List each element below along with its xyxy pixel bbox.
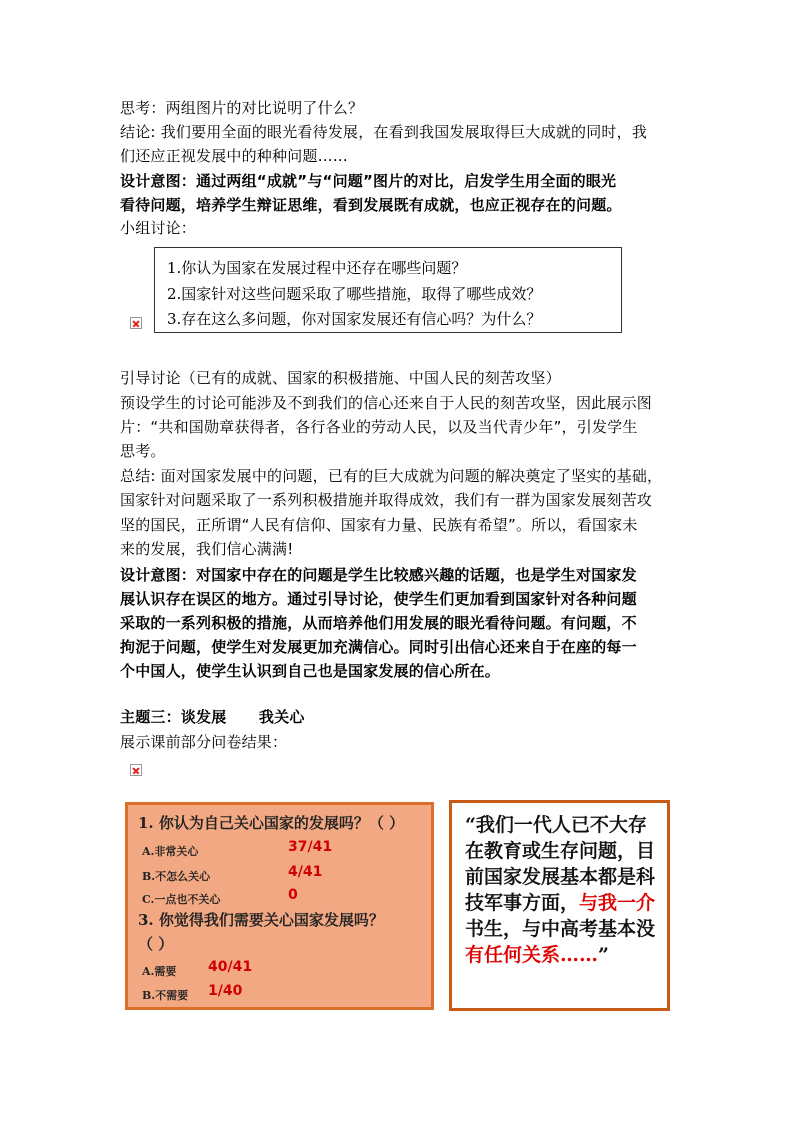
- design-intent-2-line-2: 展认识存在误区的地方。通过引导讨论，使学生们更加看到国家针对各种问题: [120, 590, 637, 608]
- option-label: A.非常关心: [142, 845, 199, 858]
- quote-line-4: [465, 888, 655, 915]
- student-quote-panel: [449, 800, 670, 1011]
- broken-image-icon: [130, 317, 142, 329]
- quote-line-3: 前国家发展基本都是科: [465, 866, 656, 888]
- quote-line-6: [465, 940, 609, 967]
- survey-option-b2: [142, 987, 188, 1003]
- survey-question-1: 1. 你认为自己关心国家的发展吗？（ ）: [138, 814, 405, 832]
- option-label: A.需要: [142, 965, 177, 978]
- summary-line-2: 国家针对问题采取了一系列积极措施并取得成效，我们有一群为国家发展刻苦攻: [120, 491, 653, 509]
- design-intent-2-line-5: 个中国人，使学生认识到自己也是国家发展的信心所在。: [120, 662, 501, 680]
- option-a-value: 37/41: [288, 839, 333, 855]
- broken-image-icon: [130, 764, 142, 776]
- summary-line-3: 坚的国民，正所谓“人民有信仰、国家有力量、民族有希望”。所以，看国家未: [120, 516, 638, 534]
- option-b-value: 4/41: [288, 864, 323, 880]
- design-intent-2-line-1: 设计意图：对国家中存在的问题是学生比较感兴趣的话题，也是学生对国家发: [120, 566, 637, 584]
- design-intent-1-line-2: 看待问题，培养学生辩证思维，看到发展既有成就，也应正视存在的问题。: [120, 196, 622, 214]
- preset-line-1: 预设学生的讨论可能涉及不到我们的信心还来自于人民的刻苦攻坚，因此展示图: [120, 394, 653, 412]
- survey-option-c: [142, 891, 220, 907]
- preset-line-3: 思考。: [120, 442, 166, 460]
- design-intent-2-line-3: 采取的一系列积极的措施，从而培养他们用发展的眼光看待问题。有问题，不: [120, 614, 637, 632]
- option-b2-value: 1/40: [208, 983, 243, 999]
- summary-line-1: 总结: 面对国家发展中的问题，已有的巨大成就为问题的解决奠定了坚实的基础，: [120, 467, 663, 485]
- design-intent-1-line-1: 设计意图：通过两组“成就”与“问题”图片的对比，启发学生用全面的眼光: [120, 172, 617, 190]
- discussion-question-3: 3.存在这么多问题，你对国家发展还有信心吗？为什么？: [167, 310, 542, 328]
- quote-text: 技军事方面，: [465, 892, 580, 914]
- conclusion-line-2: 们还应正视发展中的种种问题……: [120, 147, 349, 165]
- survey-results-panel: [125, 802, 434, 1010]
- survey-question-3-line-2: （ ）: [138, 935, 174, 953]
- group-discussion-label: 小组讨论：: [120, 219, 197, 237]
- discussion-question-1: 1.你认为国家在发展过程中还存在哪些问题？: [167, 259, 467, 277]
- design-intent-2-line-4: 拘泥于问题，使学生对发展更加充满信心。同时引出信心还来自于在座的每一: [120, 638, 637, 656]
- survey-option-b: [142, 868, 210, 884]
- quote-line-5: 书生，与中高考基本没: [465, 918, 656, 940]
- quote-close-mark: ”: [598, 944, 609, 966]
- option-c-value: 0: [288, 887, 298, 903]
- think-question: 思考：两组图片的对比说明了什么？: [120, 99, 364, 117]
- quote-line-1: “我们一代人已不大存: [465, 814, 647, 836]
- conclusion-line-1: 结论: 我们要用全面的眼光看待发展，在看到我国发展取得巨大成就的同时，我: [120, 123, 648, 141]
- survey-option-a: [142, 843, 198, 859]
- discussion-questions-box: [154, 247, 622, 333]
- option-label: C.一点也不关心: [142, 893, 221, 906]
- quote-line-2: 在教育或生存问题，目: [465, 840, 656, 862]
- option-label: B.不需要: [142, 989, 189, 1002]
- guided-discussion: 引导讨论（已有的成就、国家的积极措施、中国人民的刻苦攻坚）: [120, 369, 561, 387]
- quote-highlight: 与我一介: [579, 892, 656, 914]
- survey-option-a2: [142, 963, 176, 979]
- option-label: B.不怎么关心: [142, 870, 211, 883]
- survey-intro: 展示课前部分问卷结果：: [120, 733, 288, 751]
- quote-highlight: 有任何关系……: [465, 944, 599, 966]
- preset-line-2: 片：“共和国勋章获得者，各行各业的劳动人民，以及当代青少年”，引发学生: [120, 418, 638, 436]
- theme-three-heading: 主题三：谈发展 我关心: [120, 708, 305, 726]
- discussion-question-2: 2.国家针对这些问题采取了哪些措施，取得了哪些成效？: [167, 285, 542, 303]
- option-a2-value: 40/41: [208, 959, 253, 975]
- survey-question-3-line-1: 3. 你觉得我们需要关心国家发展吗？: [138, 911, 384, 929]
- summary-line-4: 来的发展，我们信心满满!: [120, 540, 294, 558]
